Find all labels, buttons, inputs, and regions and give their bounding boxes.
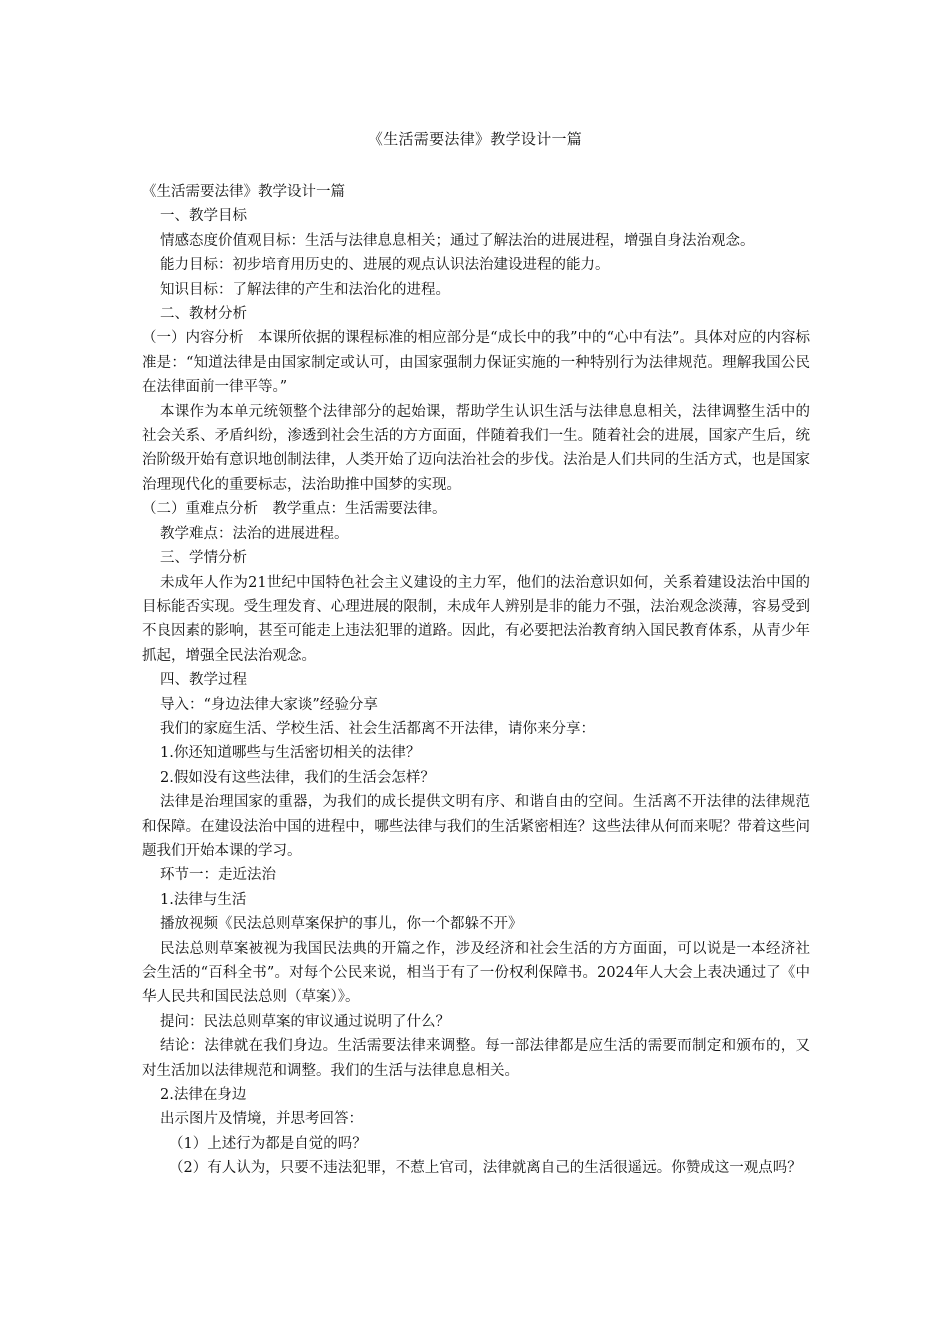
section-heading: 四、教学过程 bbox=[160, 672, 247, 689]
paragraph: 本课作为本单元统领整个法律部分的起始课，帮助学生认识生活与法律息息相关，法律调整生活中的社会关系、矛盾纠纷，渗透到社会生活的方方面面，伴随着我们一生。随着社会的进展，国家产生后，统治阶级开始有意识地创制法律，人类开始了迈向法治社会的步伐。法治是人们共同的生活方式，也是国家治理现代化的重要标志，法治助推中国梦的实现。 bbox=[142, 403, 810, 493]
paragraph: 能力目标：初步培育用历史的、进展的观点认识法治建设进程的能力。 bbox=[160, 257, 610, 274]
paragraph: 情感态度价值观目标：生活与法律息息相关；通过了解法治的进展进程，增强自身法治观念。 bbox=[160, 232, 755, 249]
paragraph: 提问：民法总则草案的审议通过说明了什么？ bbox=[160, 1013, 450, 1030]
subsection-heading: 1.法律与生活 bbox=[160, 891, 247, 908]
paragraph: （二）重难点分析 教学重点：生活需要法律。 bbox=[142, 501, 447, 518]
list-item: （2）有人认为，只要不违法犯罪，不惹上官司，法律就离自己的生活很遥远。你赞成这一观点吗？ bbox=[169, 1160, 802, 1177]
subsection-heading: 2.法律在身边 bbox=[160, 1087, 247, 1104]
list-item: 2.假如没有这些法律，我们的生活会怎样？ bbox=[160, 769, 435, 786]
paragraph: 导入：“身边法律大家谈”经验分享 bbox=[160, 696, 378, 713]
subsection-heading: 环节一：走近法治 bbox=[160, 867, 276, 884]
paragraph: 教学难点：法治的进展进程。 bbox=[160, 525, 349, 542]
paragraph: 未成年人作为21世纪中国特色社会主义建设的主力军，他们的法治意识如何，关系着建设法治中国的目标能否实现。受生理发育、心理进展的限制，未成年人辨别是非的能力不强，法治观念淡薄，容易受到不良因素的影响，甚至可能走上违法犯罪的道路。因此，有必要把法治教育纳入国民教育体系，从青少年抓起，增强全民法治观念。 bbox=[142, 574, 810, 664]
paragraph: （一）内容分析 本课所依据的课程标准的相应部分是“成长中的我”中的“心中有法”。具体对应的内容标准是：“知道法律是由国家制定或认可，由国家强制力保证实施的一种特别行为法律规范。理解我国公民在法律面前一律平等。” bbox=[142, 330, 810, 396]
section-heading: 一、教学目标 bbox=[160, 208, 247, 225]
paragraph: 结论：法律就在我们身边。生活需要法律来调整。每一部法律都是应生活的需要而制定和颁布的，又对生活加以法律规范和调整。我们的生活与法律息息相关。 bbox=[142, 1038, 810, 1079]
document-body bbox=[142, 180, 810, 1181]
paragraph: 法律是治理国家的重器，为我们的成长提供文明有序、和谐自由的空间。生活离不开法律的法律规范和保障。在建设法治中国的进程中，哪些法律与我们的生活紧密相连？这些法律从何而来呢？带着这些问题我们开始本课的学习。 bbox=[142, 794, 810, 859]
paragraph: 民法总则草案被视为我国民法典的开篇之作，涉及经济和社会生活的方方面面，可以说是一本经济社会生活的“百科全书”。对每个公民来说，相当于有了一份权利保障书。2024年人大会上表决通过了《中华人民共和国民法总则（草案）》。 bbox=[142, 940, 810, 1006]
list-item: 1.你还知道哪些与生活密切相关的法律？ bbox=[160, 745, 421, 762]
document-title: 《生活需要法律》教学设计一篇 bbox=[367, 130, 583, 148]
list-item: （1）上述行为都是自觉的吗？ bbox=[169, 1135, 367, 1152]
paragraph: 知识目标：了解法律的产生和法治化的进程。 bbox=[160, 281, 450, 298]
paragraph: 我们的家庭生活、学校生活、社会生活都离不开法律，请你来分享： bbox=[160, 720, 595, 737]
section-heading: 三、学情分析 bbox=[160, 550, 247, 567]
paragraph-heading: 《生活需要法律》教学设计一篇 bbox=[142, 184, 345, 200]
paragraph: 播放视频《民法总则草案保护的事儿，你一个都躲不开》 bbox=[160, 916, 523, 933]
section-heading: 二、教材分析 bbox=[160, 306, 247, 323]
paragraph: 出示图片及情境，并思考回答： bbox=[160, 1111, 363, 1128]
